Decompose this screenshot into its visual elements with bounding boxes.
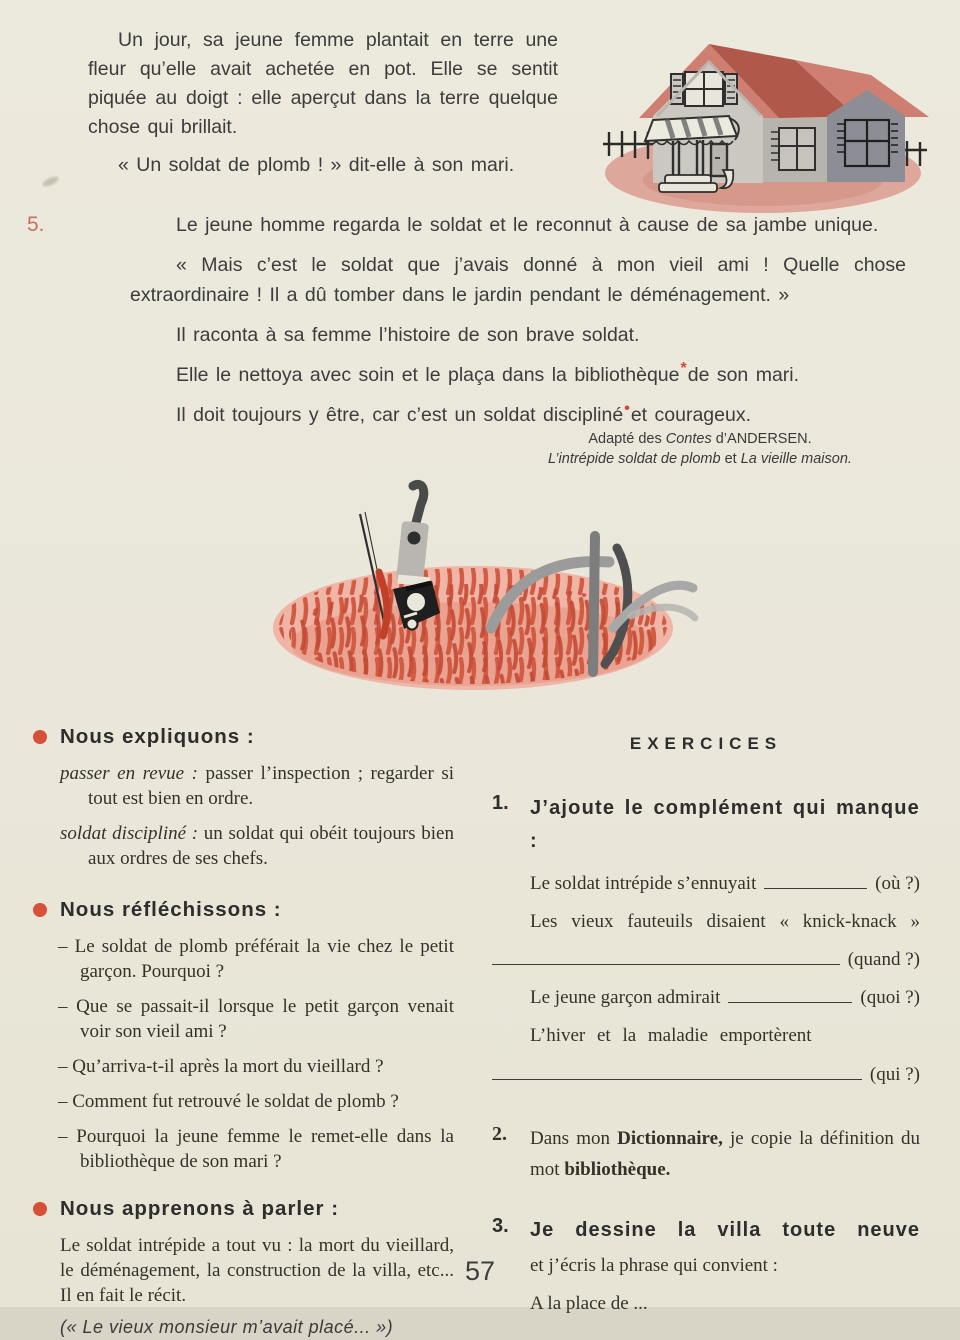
fill-blank	[728, 986, 852, 1003]
question-list	[30, 934, 454, 1174]
question-text: Qu’arriva-t-il après la mort du vieillard ?	[72, 1056, 384, 1077]
question-text: Que se passait-il lorsque le petit garçon venait voir son vieil ami ?	[76, 996, 454, 1042]
attribution-text: et	[720, 451, 741, 467]
apprenons-text: Le soldat intrépide a tout vu : la mort du vieillard, le déménagement, la construction de la villa, etc... Il en fait le récit.	[60, 1235, 454, 1306]
pencil-smudge	[41, 175, 59, 189]
story-column	[88, 26, 558, 189]
exercise-text: je copie la définition du mot	[530, 1127, 920, 1180]
attribution-title: Contes	[665, 431, 712, 447]
fill-in-text: Le jeune garçon admirait	[530, 987, 721, 1009]
attribution-text: Adapté des	[588, 431, 666, 447]
section-heading-reflechissons	[30, 897, 454, 922]
question-text: Pourquoi la jeune femme le remet-elle dans la bibliothèque de son mari ?	[76, 1126, 454, 1172]
story-section-5	[130, 210, 906, 440]
asterisk-footnote-marker: *	[680, 359, 687, 377]
story-paragraph: « Un soldat de plomb ! » dit-elle à son mari.	[118, 154, 515, 176]
exercise-1	[492, 792, 920, 858]
dash-marker: –	[58, 936, 68, 957]
fill-in-row	[492, 1062, 920, 1086]
right-window	[837, 120, 898, 166]
fill-blank	[492, 948, 840, 965]
exercises-title: EXERCICES	[629, 734, 783, 753]
section-heading-label: Nous apprenons à parler :	[60, 1197, 340, 1220]
fill-in-hint: (qui ?)	[869, 1063, 920, 1085]
exercise-number: 2.	[492, 1122, 507, 1145]
fill-blank	[492, 1062, 862, 1079]
attribution-line1	[500, 429, 900, 449]
story-text: de son mari.	[687, 364, 800, 386]
section-heading-expliquons	[30, 724, 454, 749]
definition-item	[30, 761, 454, 811]
attribution	[500, 429, 900, 469]
story-text: et courageux.	[630, 404, 751, 426]
fill-in-row	[492, 948, 920, 972]
fill-in-hint: (quoi ?)	[860, 987, 920, 1009]
attribution-text: d’ANDERSEN.	[711, 431, 812, 447]
dash-marker: –	[58, 1126, 68, 1147]
red-bullet-icon	[33, 903, 47, 917]
apprenons-note: (« Le vieux monsieur m’avait placé... »)	[60, 1317, 394, 1337]
fill-in-row: L’hiver et la maladie emportèrent	[530, 1025, 812, 1047]
fill-in-row: Les vieux fauteuils disaient « knick-knack »	[530, 911, 920, 933]
section-number: 5.	[27, 213, 45, 236]
definition-item	[30, 821, 454, 871]
fill-in-hint: (où ?)	[875, 873, 920, 895]
villa-illustration	[595, 20, 935, 220]
story-paragraph: « Mais c’est le soldat que j’avais donné à mon vieil ami ! Quelle chose extraordinaire ! Il a dû tomber dans le jardin pendant le déménagement. »	[130, 254, 906, 306]
story-paragraph	[130, 360, 906, 390]
question-item	[30, 1054, 454, 1079]
exercise-bold-word: Dictionnaire,	[617, 1127, 723, 1149]
section-heading-apprenons	[30, 1196, 454, 1221]
definition-text: passer l’inspection ; regarder si tout est bien en ordre.	[88, 763, 454, 809]
attribution-title: La vieille maison.	[740, 451, 852, 467]
question-item	[30, 934, 454, 984]
dash-marker: –	[58, 1091, 68, 1112]
fill-in-hint: (quand ?)	[847, 949, 920, 971]
story-paragraph: Il raconta à sa femme l’histoire de son brave soldat.	[176, 324, 640, 346]
question-text: Le soldat de plomb préférait la vie chez le petit garçon. Pourquoi ?	[74, 936, 454, 982]
story-paragraph	[130, 400, 906, 430]
dash-marker: –	[58, 1056, 68, 1077]
exercise-2-text	[530, 1123, 920, 1185]
fill-blank	[764, 872, 867, 889]
definition-term: soldat discipliné :	[60, 823, 199, 844]
question-item	[30, 1124, 454, 1174]
exercise-2	[492, 1123, 920, 1185]
red-bullet-icon	[33, 1202, 47, 1216]
story-text: Elle le nettoya avec soin et le plaça dans la bibliothèque	[176, 364, 680, 386]
exercise-number: 3.	[492, 1214, 509, 1237]
question-text: Comment fut retrouvé le soldat de plomb ?	[72, 1091, 399, 1112]
fill-in-text: Le soldat intrépide s’ennuyait	[530, 873, 757, 895]
fill-in-row	[530, 872, 920, 896]
exercise-text: Dans mon	[530, 1127, 618, 1149]
story-paragraph: Un jour, sa jeune femme plantait en terre une fleur qu’elle avait achetée en pot. Elle se sentit piquée au doigt : elle aperçut dans la terre quelque chose qui brillait.	[88, 29, 558, 138]
left-column	[30, 724, 454, 1340]
question-item	[30, 1089, 454, 1114]
dot-footnote-marker: •	[624, 399, 630, 417]
exercise-3-line2: et j’écris la phrase qui convient :	[530, 1254, 778, 1276]
exercise-number: 1.	[492, 792, 509, 814]
fill-in-row	[530, 986, 920, 1010]
definition-term: passer en revue :	[60, 763, 198, 784]
question-item	[30, 994, 454, 1044]
exercise-bold-word: bibliothèque.	[564, 1158, 671, 1180]
story-paragraph: Le jeune homme regarda le soldat et le reconnut à cause de sa jambe unique.	[176, 214, 879, 236]
page-number: 57	[464, 1256, 496, 1286]
exercise-3-heading: Je dessine la villa toute neuve	[530, 1218, 920, 1241]
red-bullet-icon	[33, 730, 47, 744]
attribution-line2	[500, 449, 900, 469]
story-text: Il doit toujours y être, car c’est un soldat discipliné	[176, 404, 624, 426]
grass-soldier-illustration	[263, 476, 695, 704]
gable-window	[671, 72, 737, 106]
section-heading-label: Nous expliquons :	[60, 725, 255, 748]
dash-marker: –	[58, 996, 68, 1017]
exercise-1-heading: J’ajoute le complément qui manque :	[530, 797, 920, 852]
definition-text: un soldat qui obéit toujours bien aux ordres de ses chefs.	[88, 823, 454, 869]
exercise-3-line3: A la place de ...	[530, 1292, 648, 1314]
attribution-title: L’intrépide soldat de plomb	[548, 451, 721, 467]
exercises-column	[492, 724, 920, 1315]
section-heading-label: Nous réfléchissons :	[60, 898, 282, 921]
